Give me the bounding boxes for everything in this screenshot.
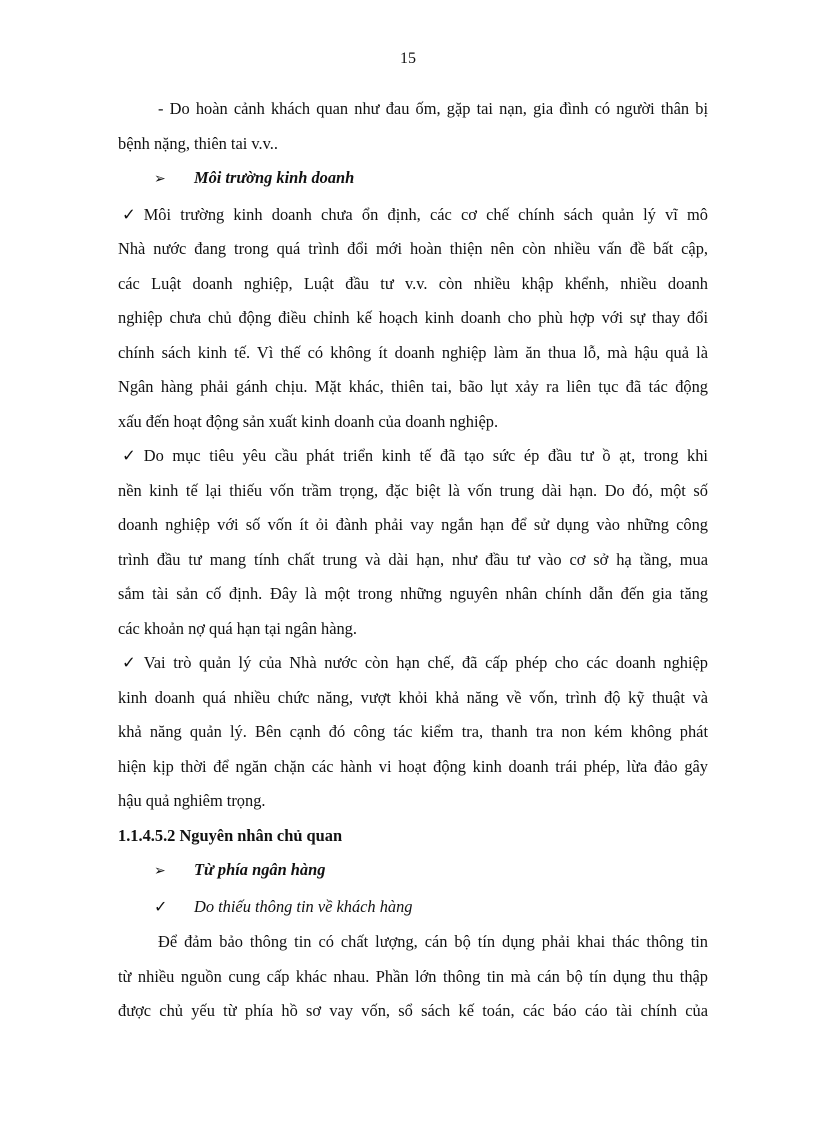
body-line: kinh doanh quá nhiều chức năng, vượt khỏi khả năng về vốn, trình độ kỹ thuật và [118, 687, 708, 707]
body-line: từ nhiều nguồn cung cấp khác nhau. Phần lớn thông tin mà cán bộ tín dụng thu thập [118, 966, 708, 986]
checkmark-icon: ✓ [122, 446, 136, 465]
body-line: được chủ yếu từ phía hồ sơ vay vốn, sổ sách kế toán, các báo cáo tài chính của [118, 1001, 708, 1020]
body-line: khả năng quản lý. Bên cạnh đó công tác kiểm tra, thanh tra non kém không phát [118, 722, 708, 741]
check-bullet-line: ✓ Do mục tiêu yêu cầu phát triển kinh tế đã tạo sức ép đầu tư ồ ạt, trong khi [118, 439, 708, 474]
body-line: hậu quả nghiêm trọng. [118, 791, 266, 810]
arrowhead-bullet-icon: ➢ [154, 864, 166, 879]
body-line: các Luật doanh nghiệp, Luật đầu tư v.v. còn nhiều khập khểnh, nhiều doanh [118, 273, 708, 293]
arrowhead-bullet-icon: ➢ [154, 172, 166, 187]
body-line: bệnh nặng, thiên tai v.v.. [118, 133, 278, 153]
page-body [118, 92, 708, 1029]
body-line: - Do hoàn cảnh khách quan như đau ốm, gặp tai nạn, gia đình có người thân bị [158, 99, 708, 118]
page-number: 15 [400, 50, 416, 67]
body-line: trình đầu tư mang tính chất trung và dài hạn, như đầu tư vào cơ sở hạ tầng, mua [118, 549, 708, 569]
heading-moi-truong: ➢ Môi trường kinh doanh [118, 161, 708, 198]
body-line: xấu đến hoạt động sản xuất kinh doanh của doanh nghiệp. [118, 411, 499, 431]
checkmark-icon: ✓ [122, 653, 136, 672]
check-bullet-line: ✓ Môi trường kinh doanh chưa ổn định, các cơ chế chính sách quản lý vĩ mô [118, 198, 708, 233]
checkmark-icon: ✓ [122, 204, 136, 224]
section-title: 1.1.4.5.2 Nguyên nhân chủ quan [118, 825, 343, 845]
body-line: doanh nghiệp với số vốn ít ỏi đành phải vay ngắn hạn để sử dụng vào những công [118, 515, 708, 534]
body-line: Nhà nước đang trong quá trình đổi mới hoàn thiện nên còn nhiều vấn đề bất cập, [118, 239, 708, 258]
body-line: chính sách kinh tế. Vì thế có không ít doanh nghiệp làm ăn thua lỗ, mà hậu quả là [118, 342, 708, 362]
body-line: Ngân hàng phải gánh chịu. Mặt khác, thiên tai, bão lụt xảy ra liên tục đã tác động [118, 377, 708, 396]
check-bullet-line: ✓ Vai trò quản lý của Nhà nước còn hạn chế, đã cấp phép cho các doanh nghiệp [118, 646, 708, 681]
sub-heading: ✓ Do thiếu thông tin về khách hàng [118, 890, 708, 926]
body-line: sắm tài sản cố định. Đây là một trong những nguyên nhân chính dẫn đến gia tăng [118, 584, 708, 603]
body-line: Để đảm bảo thông tin có chất lượng, cán bộ tín dụng phải khai thác thông tin [158, 932, 708, 951]
body-line: nền kinh tế lại thiếu vốn trầm trọng, đặc biệt là vốn trung dài hạn. Do đó, một số [118, 480, 708, 500]
heading-ngan-hang: ➢ Từ phía ngân hàng [118, 853, 708, 890]
body-line: nghiệp chưa chủ động điều chỉnh kế hoạch kinh doanh cho phù hợp với sự thay đổi [118, 308, 708, 327]
checkmark-icon: ✓ [154, 898, 168, 916]
body-line: hiện kịp thời để ngăn chặn các hành vi hoạt động kinh doanh trái phép, lừa đảo gây [118, 756, 708, 776]
body-line: các khoản nợ quá hạn tại ngân hàng. [118, 618, 357, 638]
